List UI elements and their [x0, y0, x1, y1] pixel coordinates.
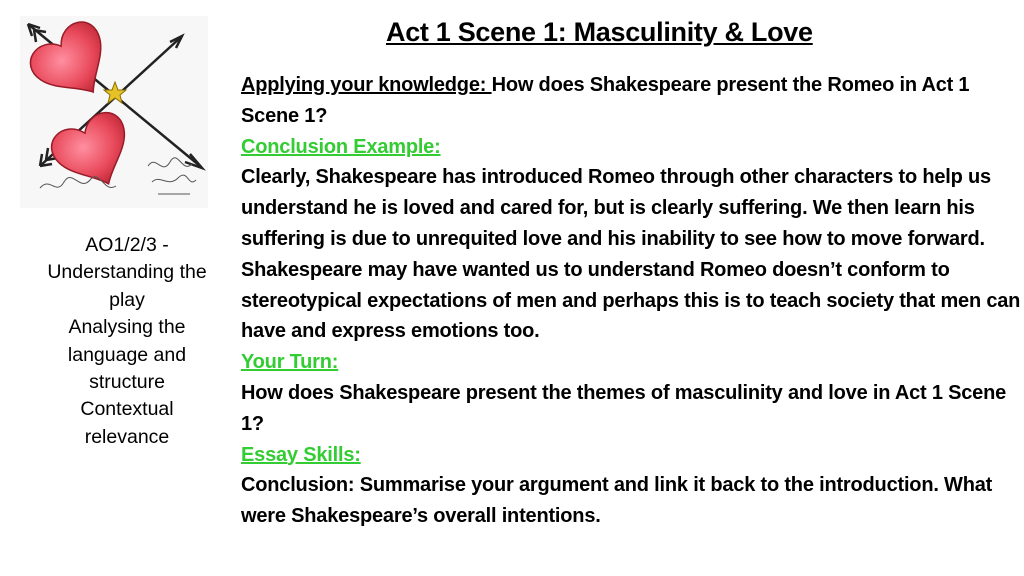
conclusion-example-label: Conclusion Example: — [241, 135, 441, 158]
assessment-objectives — [22, 232, 232, 451]
hearts-arrows-image — [20, 16, 208, 208]
page-title: Act 1 Scene 1: Masculinity & Love — [386, 17, 813, 47]
main-content — [241, 70, 1021, 532]
applying-label: Applying your knowledge: — [241, 74, 492, 96]
sidebar-line: relevance — [84, 425, 170, 448]
your-turn-text: How does Shakespeare present the themes of masculinity and love in Act 1 Scene 1? — [241, 381, 1007, 435]
applying-section — [241, 70, 1021, 132]
sidebar-line: Analysing the — [68, 316, 186, 339]
sidebar-line: AO1/2/3 - — [85, 234, 169, 256]
your-turn-label: Your Turn: — [241, 351, 339, 374]
applying-question: How does Shakespeare present the Romeo in Act 1 Scene 1? — [241, 74, 970, 127]
sidebar-line: structure — [89, 371, 165, 394]
sidebar-line: Contextual — [80, 398, 174, 421]
sidebar-line: play — [109, 288, 145, 311]
essay-skills-text: Conclusion: Summarise your argument and link it back to the introduction. What were Shakespeare’s overall intentions. — [241, 474, 993, 528]
sidebar-line: Understanding the — [47, 261, 207, 284]
conclusion-example-text: Clearly, Shakespeare has introduced Romeo through other characters to help us understand he is loved and cared for, but is clearly suffering. We then learn his suffering is due to unrequited love and his inability to see how to move forward. Shakespeare may have wanted us to understand Romeo doesn’t conform to stereotypical expectations of men and perhaps this is to teach society that men can have and express emotions too. — [241, 166, 1021, 343]
essay-skills-label: Essay Skills: — [241, 443, 361, 466]
sidebar-line: language and — [67, 343, 187, 366]
